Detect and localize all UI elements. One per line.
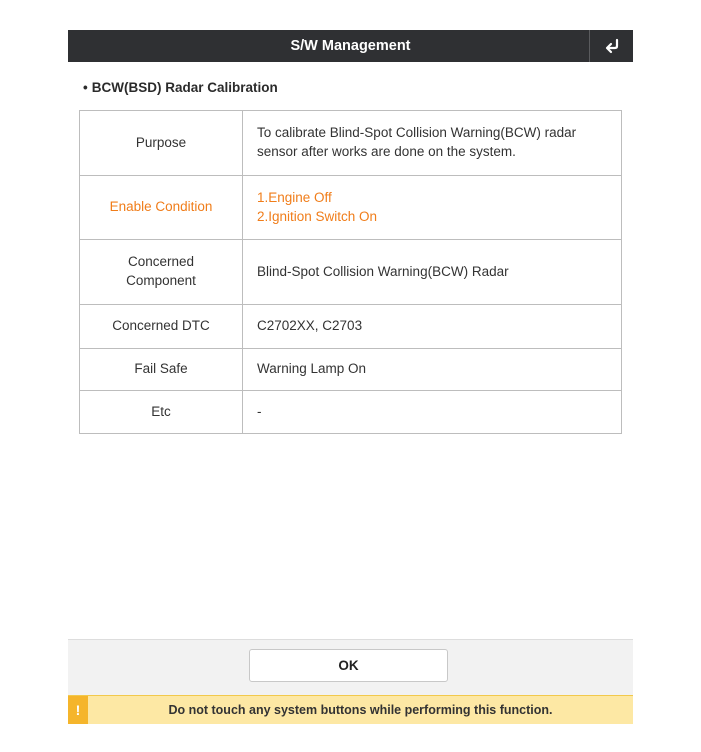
exclamation-icon: ! <box>68 696 88 724</box>
row-value: Blind-Spot Collision Warning(BCW) Radar <box>243 240 622 305</box>
row-label: Fail Safe <box>80 349 243 391</box>
table-row-fail-safe <box>80 349 622 391</box>
back-button[interactable] <box>589 30 633 62</box>
row-label: Concerned DTC <box>80 305 243 349</box>
label-line: Component <box>126 273 196 288</box>
table-row-purpose <box>80 111 622 176</box>
row-label: Purpose <box>80 111 243 176</box>
table-row-concerned-component <box>80 240 622 305</box>
section-heading-text: BCW(BSD) Radar Calibration <box>91 80 278 95</box>
ok-button[interactable]: OK <box>249 649 448 682</box>
row-label: Enable Condition <box>80 176 243 240</box>
footer-bar <box>68 639 633 696</box>
row-label: Etc <box>80 391 243 434</box>
row-label <box>80 240 243 305</box>
warning-bar <box>68 695 633 724</box>
row-value: To calibrate Blind-Spot Collision Warning(BCW) radar sensor after works are done on the system. <box>243 111 622 176</box>
table-row-etc <box>80 391 622 434</box>
label-line: Concerned <box>127 254 195 270</box>
value-line: 2.Ignition Switch On <box>257 208 378 224</box>
warning-text: Do not touch any system buttons while performing this function. <box>168 703 553 717</box>
row-value <box>243 176 622 240</box>
sw-management-dialog <box>68 30 633 724</box>
section-heading <box>83 80 278 95</box>
value-line: 1.Engine Off <box>257 189 332 205</box>
row-value: C2702XX, C2703 <box>243 305 622 349</box>
bullet: • <box>83 80 88 95</box>
row-value: - <box>243 391 622 434</box>
table-row-enable-condition <box>80 176 622 240</box>
row-value: Warning Lamp On <box>243 349 622 391</box>
window-title: S/W Management <box>290 38 411 54</box>
info-table <box>79 110 622 434</box>
title-bar <box>68 30 633 62</box>
table-row-concerned-dtc <box>80 305 622 349</box>
return-arrow-icon <box>603 38 621 54</box>
